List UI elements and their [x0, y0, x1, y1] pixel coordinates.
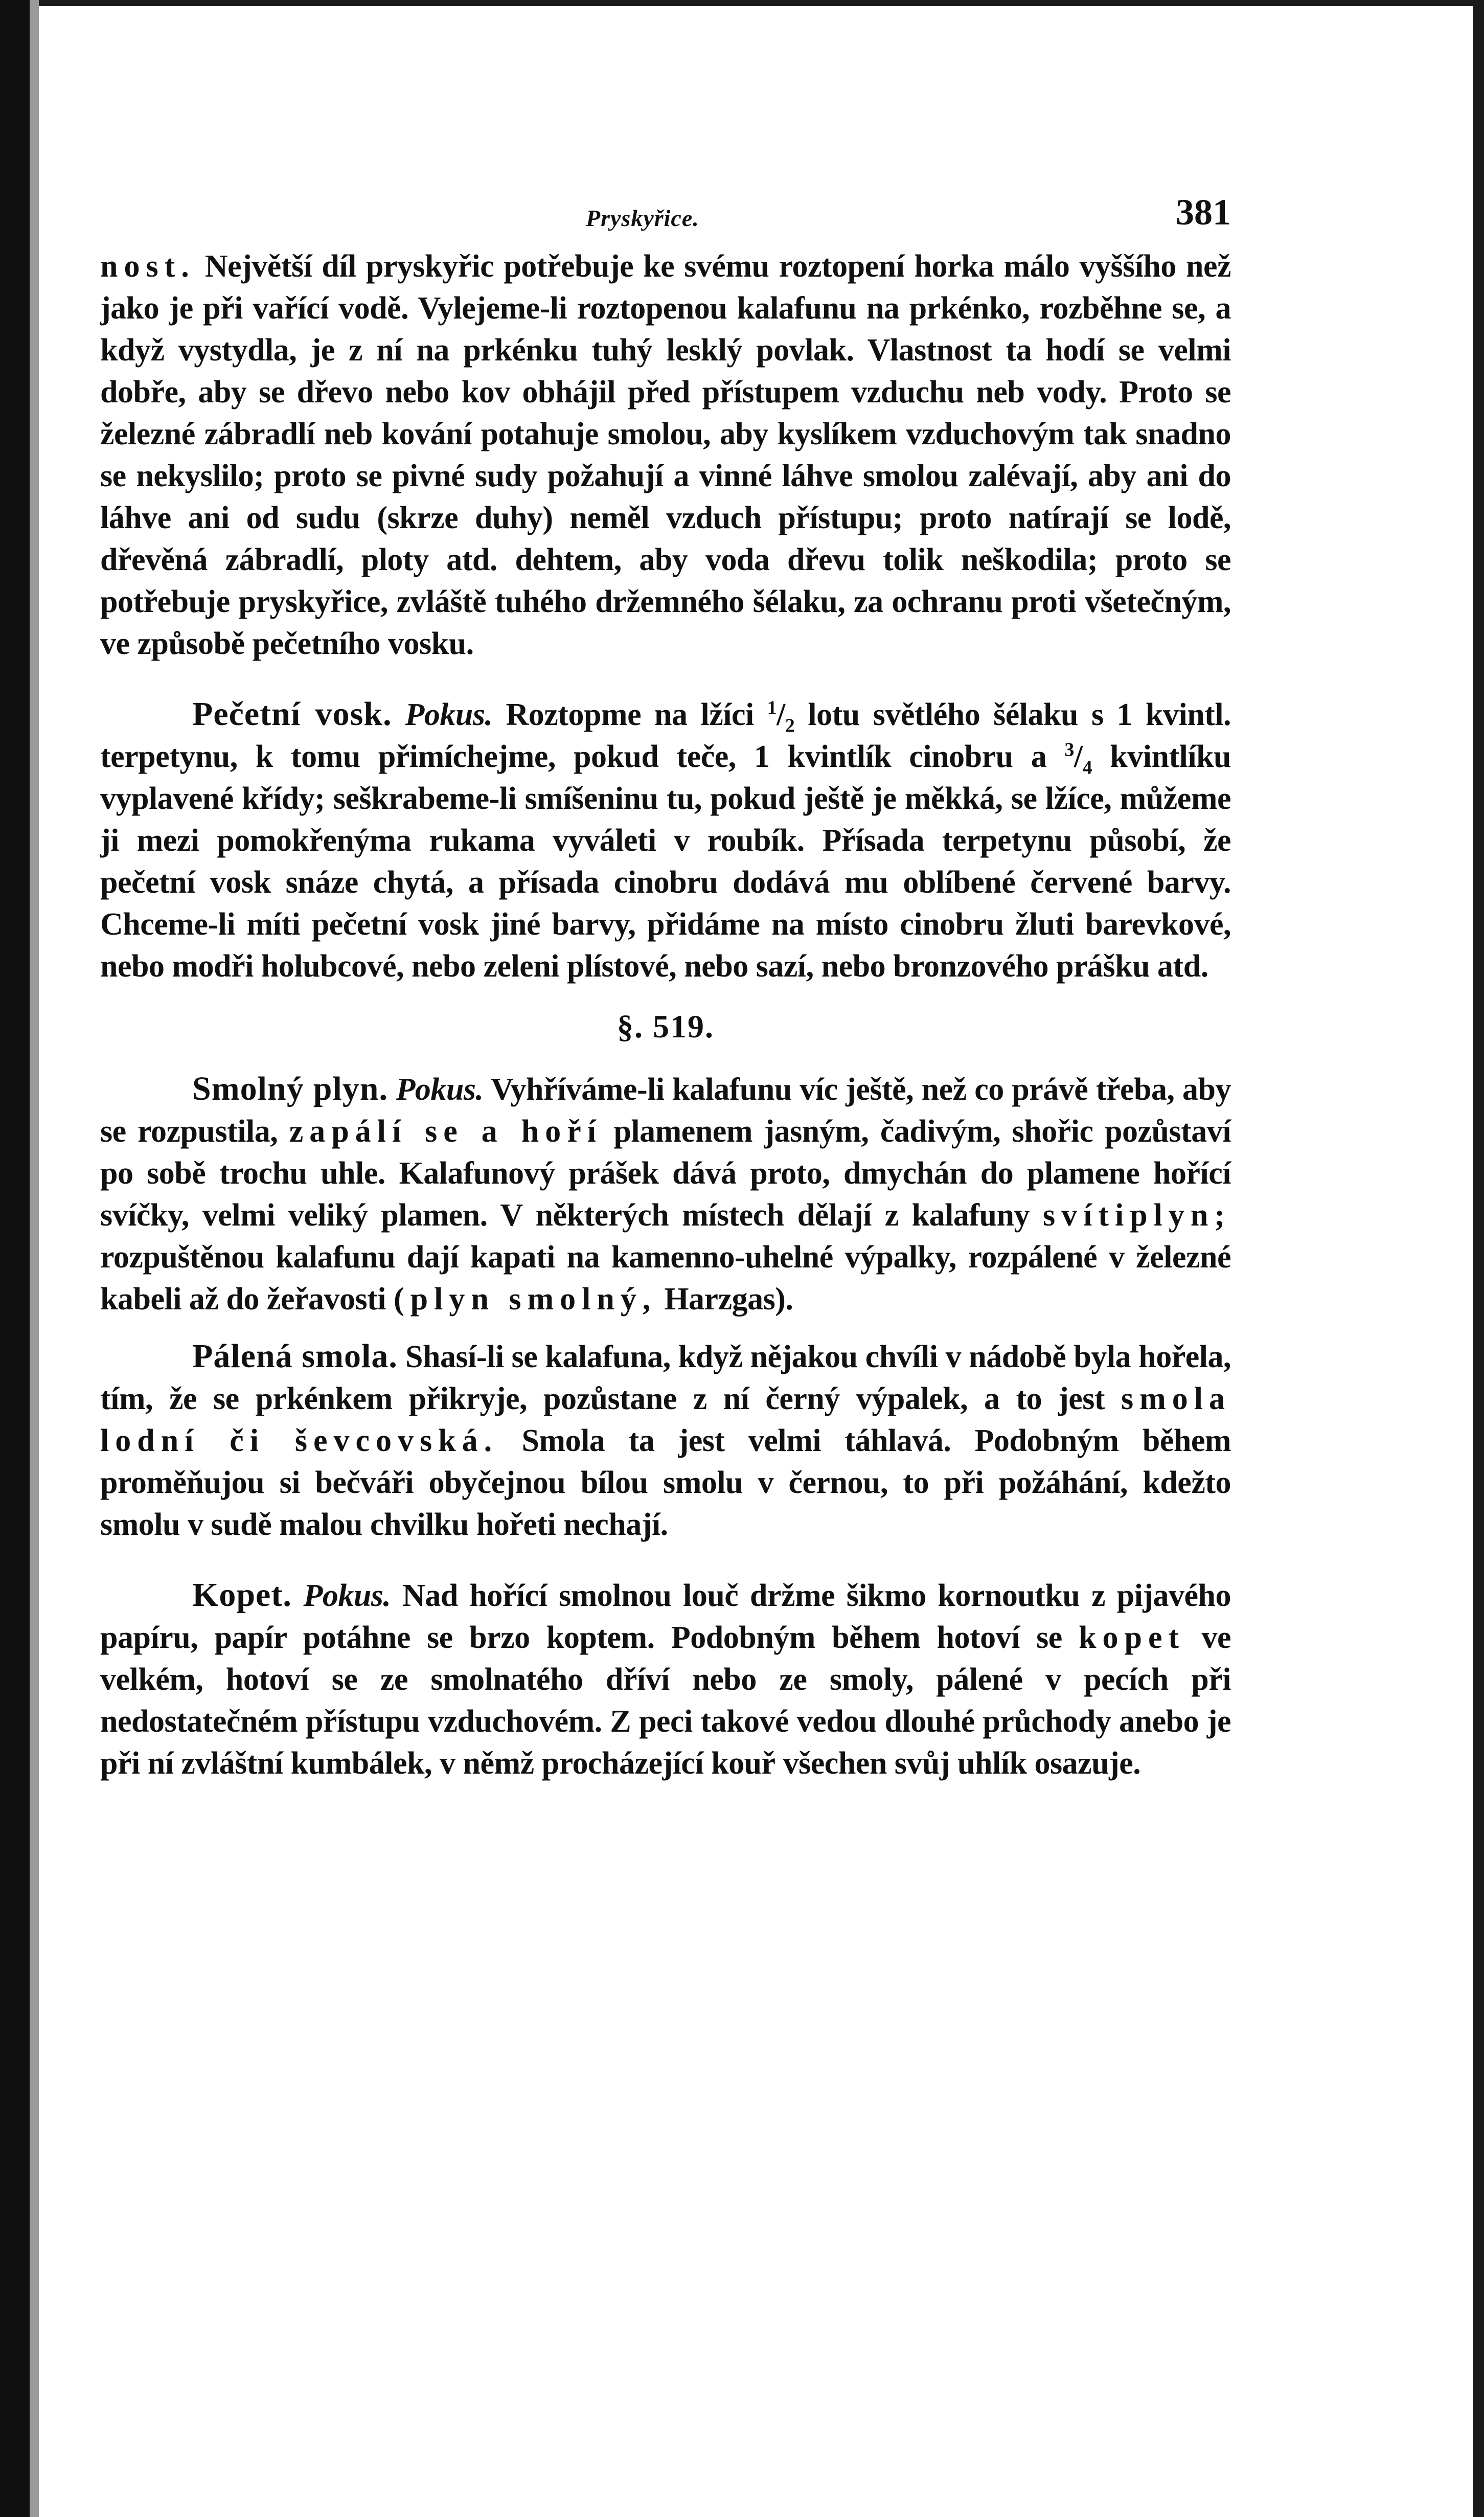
spaced-text: svítiplyn;	[1042, 1198, 1231, 1233]
fraction-denominator: 4	[1082, 757, 1092, 779]
paragraph-resin-gas	[100, 1068, 1231, 1320]
scan-edge-top	[0, 0, 1484, 6]
paragraph-text: kvintlíku vyplavené křídy; seškrabeme-li smíšeninu tu, pokud ještě je měkká, se lžíce, můžeme ji mezi pomokřenýma rukama vyváleti v roubík. Přísada terpetynu působí, že pečetní vosk snáze chytá, a přísada cinobru dodává mu oblíbené červené barvy. Chceme-li míti pečetní vosk jiné barvy, přidáme na místo cinobru žluti barevkové, nebo modři holubcové, nebo zeleni plístové, nebo sazí, nebo bronzového prášku atd.	[100, 739, 1231, 984]
scan-edge-right	[1473, 0, 1484, 2517]
paragraph-heading: Kopet.	[192, 1576, 292, 1614]
paragraph-text: Vyhříváme-li kalafunu víc ještě, než co právě třeba, aby se rozpustila,	[100, 1072, 1231, 1149]
spaced-text: smola lodní či ševcovská.	[100, 1381, 1231, 1458]
paragraph-soot	[100, 1574, 1231, 1784]
paragraph-burnt-pitch	[100, 1335, 1231, 1546]
paragraph-text: lotu světlého šélaku s 1 kvintl. terpetynu, k tomu přimíchejme, pokud teče, 1 kvintlík cinobru a	[100, 697, 1231, 774]
pokus-label: Pokus.	[405, 697, 493, 732]
paragraph-text: rozpuštěnou kalafunu dají kapati na kamenno-uhelné výpalky, rozpálené v železné kabeli až do žeřavosti	[100, 1240, 1231, 1317]
paragraph-lead-word: nost.	[100, 249, 195, 284]
spaced-text: zapálí se a hoří	[289, 1114, 602, 1149]
paragraph-text: Smola ta jest velmi táhlavá. Podobným během proměňujou si bečváři obyčejnou bílou smolu v černou, to při požáhání, kdežto smolu v sudě malou chvilku hořeti nechají.	[100, 1423, 1231, 1542]
pokus-label: Pokus.	[303, 1578, 391, 1613]
body-text	[100, 245, 1231, 1784]
paragraph-heading: Smolný plyn.	[192, 1070, 389, 1107]
spaced-text: (plyn smolný,	[394, 1282, 657, 1317]
scan-edge-left-shadow	[30, 0, 39, 2517]
fraction-numerator: 1	[767, 697, 777, 719]
paragraph-text: ve velkém, hotoví se ze smolnatého dříví nebo ze smoly, pálené v pecích při nedostatečném přístupu vzduchovém. Z peci takové vedou dlouhé průchody anebo je při ní zvláštní kumbálek, v němž procházející kouř všechen svůj uhlík osazuje.	[100, 1620, 1231, 1781]
spaced-text: kopet	[1079, 1620, 1185, 1655]
paragraph-text: plamenem jasným, čadivým, shořic pozůstaví po sobě trochu uhle. Kalafunový prášek dává proto, dmychán do plamene hořící svíčky, velmi veliký plamen. V některých místech dělají z kalafuny	[100, 1114, 1231, 1233]
running-title: Pryskyřice.	[586, 205, 699, 231]
paragraph-text: Shasí-li se kalafuna, když nějakou chvíli v nádobě byla hořela, tím, že se prkénkem přikryje, pozůstane z ní černý výpalek, a to jest	[100, 1340, 1231, 1416]
paragraph-continuation	[100, 245, 1231, 665]
page-number: 381	[1176, 192, 1231, 233]
paragraph-text: Největší díl pryskyřic potřebuje ke svému roztopení horka málo vyššího než jako je při vařící vodě. Vylejeme-li roztopenou kalafunu na prkénko, rozběhne se, a když vystydla, je z ní na prkénku tuhý lesklý povlak. Vlastnost ta hodí se velmi dobře, aby se dřevo nebo kov obhájil před přístupem vzduchu neb vody. Proto se železné zábradlí neb kování potahuje smolou, aby kyslíkem vzduchovým tak snadno se nekyslilo; proto se pivné sudy požahují a vinné láhve smolou zalévají, aby ani do láhve ani od sudu (skrze duhy) neměl vzduch přístupu; proto natírají se lodě, dřevěná zábradlí, ploty atd. dehtem, aby voda dřevu tolik neškodila; proto se potřebuje pryskyřice, zvláště tuhého držemného šélaku, za ochranu proti všetečným, ve způsobě pečetního vosku.	[100, 249, 1231, 661]
book-page	[100, 184, 1231, 1784]
pokus-label: Pokus.	[396, 1072, 484, 1107]
section-number: §. 519.	[617, 1008, 714, 1045]
page-header	[100, 184, 1231, 245]
paragraph-heading: Pečetní vosk.	[192, 695, 392, 733]
fraction-numerator: 3	[1064, 739, 1074, 761]
paragraph-text: Roztopme na lžíci	[506, 697, 754, 732]
paragraph-text: Harzgas).	[664, 1282, 793, 1317]
paragraph-text: Nad hořící smolnou louč držme šikmo kornoutku z pijavého papíru, papír potáhne se brzo koptem. Podobným během hotoví se	[100, 1578, 1231, 1655]
paragraph-sealing-wax: Pečetní vosk. Pokus. Roztopme na lžíci $^1/_2$ lotu světlého šélaku s 1 kvintl. terpetynu, k tomu přimíchejme, pokud teče, 1 kvintlík cinobru a $^3/_4$ kvintlíku vyplavené křídy; seškrabeme-li smíšeninu tu, pokud ještě je měkká, se lžíce, můžeme ji mezi pomokřenýma rukama vyváleti v roubík. Přísada terpetynu působí, že pečetní vosk snáze chytá, a přísada cinobru dodává mu oblíbené červené barvy. Chceme-li míti pečetní vosk jiné barvy, přidáme na místo cinobru žluti barevkové, nebo modři holubcové, nebo zeleni plístové, nebo sazí, nebo bronzového prášku atd.	[100, 695, 1231, 984]
fraction-denominator: 2	[785, 715, 795, 737]
paragraph-heading: Pálená smola.	[192, 1337, 398, 1375]
scan-edge-left	[0, 0, 30, 2517]
